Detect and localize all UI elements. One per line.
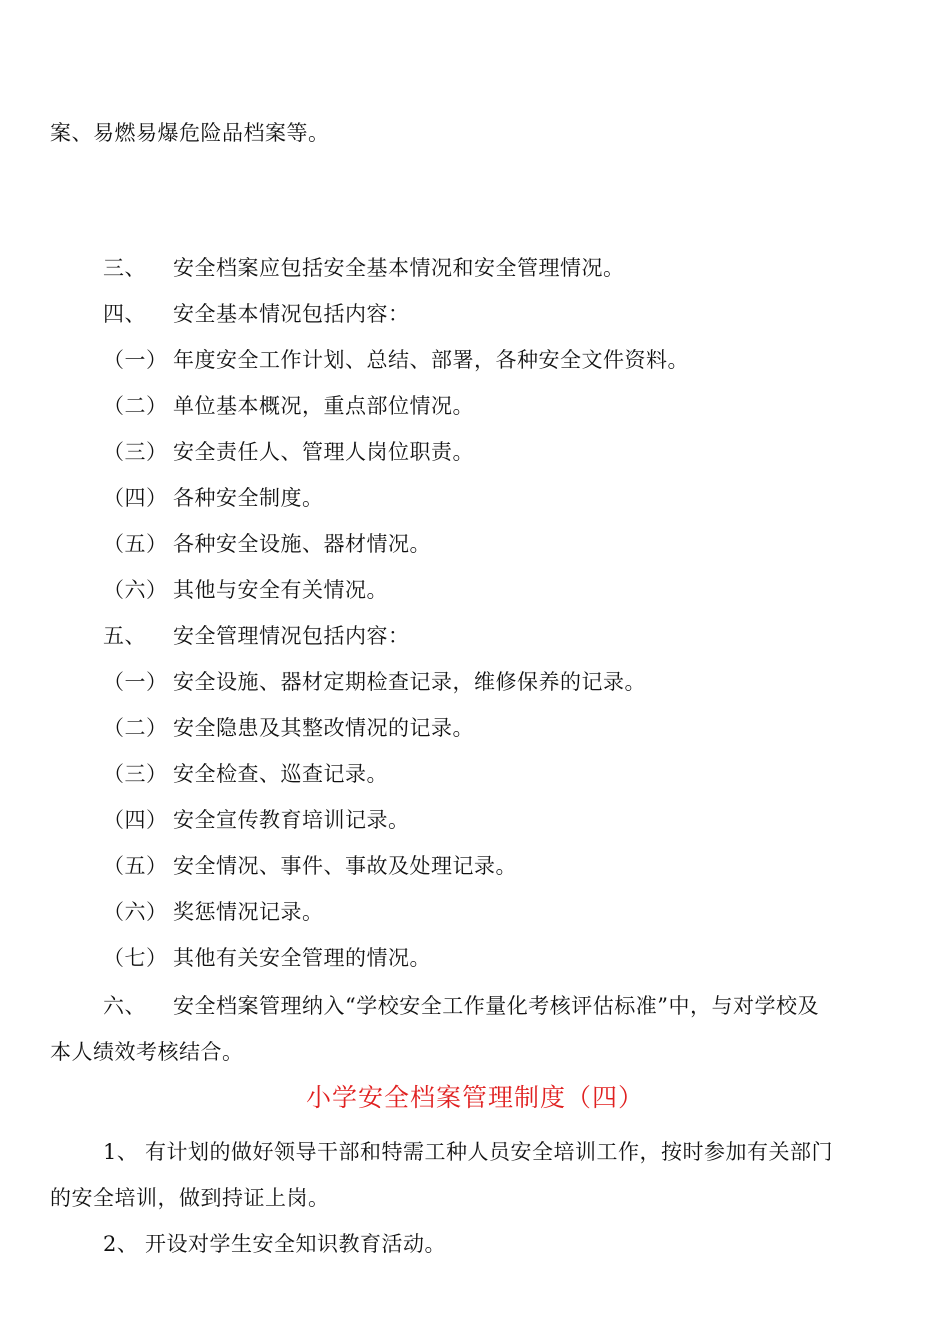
list-item-number: （二） [103,716,168,740]
continuation-text: 案、易燃易爆危险品档案等。 [50,121,330,145]
list-item-number: （四） [103,808,168,832]
section-text: 安全基本情况包括内容： [173,302,410,326]
section-six [103,993,819,1019]
list-item-text: 安全责任人、管理人岗位职责。 [173,440,474,464]
numbered-item-number: 2、 [103,1232,139,1256]
numbered-item-number: 1、 [103,1140,139,1164]
list-item-number: （六） [103,900,168,924]
list-item-text: 各种安全制度。 [173,486,324,510]
section-four [103,301,410,327]
list-item-text: 安全隐患及其整改情况的记录。 [173,716,474,740]
list-item [103,439,474,465]
section-text: 本人绩效考核结合。 [50,1040,244,1064]
list-item [103,669,646,695]
section-number: 六、 [103,994,146,1018]
list-item-text: 安全宣传教育培训记录。 [173,808,410,832]
list-item-text: 单位基本概况，重点部位情况。 [173,394,474,418]
list-item-text: 各种安全设施、器材情况。 [173,532,431,556]
list-item-text: 奖惩情况记录。 [173,900,324,924]
section-five [103,623,410,649]
list-item-number: （一） [103,348,168,372]
list-item-number: （三） [103,440,168,464]
section-text: 安全档案应包括安全基本情况和安全管理情况。 [173,256,625,280]
paragraph-continuation [50,120,330,146]
list-item-number: （三） [103,762,168,786]
section-number: 四、 [103,302,146,326]
list-item-text: 其他与安全有关情况。 [173,578,388,602]
list-item [103,945,431,971]
section-three [103,255,625,281]
section-number: 五、 [103,624,146,648]
numbered-item-text: 的安全培训，做到持证上岗。 [50,1186,330,1210]
numbered-item-continuation [50,1185,330,1211]
list-item-number: （四） [103,486,168,510]
list-item [103,853,517,879]
list-item [103,531,431,557]
list-item-number: （二） [103,394,168,418]
numbered-item [103,1139,833,1165]
list-item-text: 年度安全工作计划、总结、部署，各种安全文件资料。 [173,348,689,372]
section-text: 安全管理情况包括内容： [173,624,410,648]
section-heading: 小学安全档案管理制度（四） [305,1083,644,1112]
list-item [103,761,388,787]
list-item-text: 安全设施、器材定期检查记录，维修保养的记录。 [173,670,646,694]
list-item-text: 安全情况、事件、事故及处理记录。 [173,854,517,878]
numbered-item [103,1231,446,1257]
list-item-number: （一） [103,670,168,694]
list-item [103,485,324,511]
section-number: 三、 [103,256,146,280]
section-six-continuation [50,1039,244,1065]
list-item-number: （六） [103,578,168,602]
numbered-item-text: 有计划的做好领导干部和特需工种人员安全培训工作，按时参加有关部门 [145,1140,833,1164]
list-item [103,899,324,925]
section-text: 安全档案管理纳入“学校安全工作量化考核评估标准”中，与对学校及 [173,994,819,1018]
list-item [103,807,410,833]
list-item [103,393,474,419]
list-item-text: 安全检查、巡查记录。 [173,762,388,786]
list-item [103,347,689,373]
list-item [103,577,388,603]
list-item-number: （七） [103,946,168,970]
list-item-text: 其他有关安全管理的情况。 [173,946,431,970]
list-item-number: （五） [103,854,168,878]
list-item [103,715,474,741]
numbered-item-text: 开设对学生安全知识教育活动。 [145,1232,446,1256]
list-item-number: （五） [103,532,168,556]
